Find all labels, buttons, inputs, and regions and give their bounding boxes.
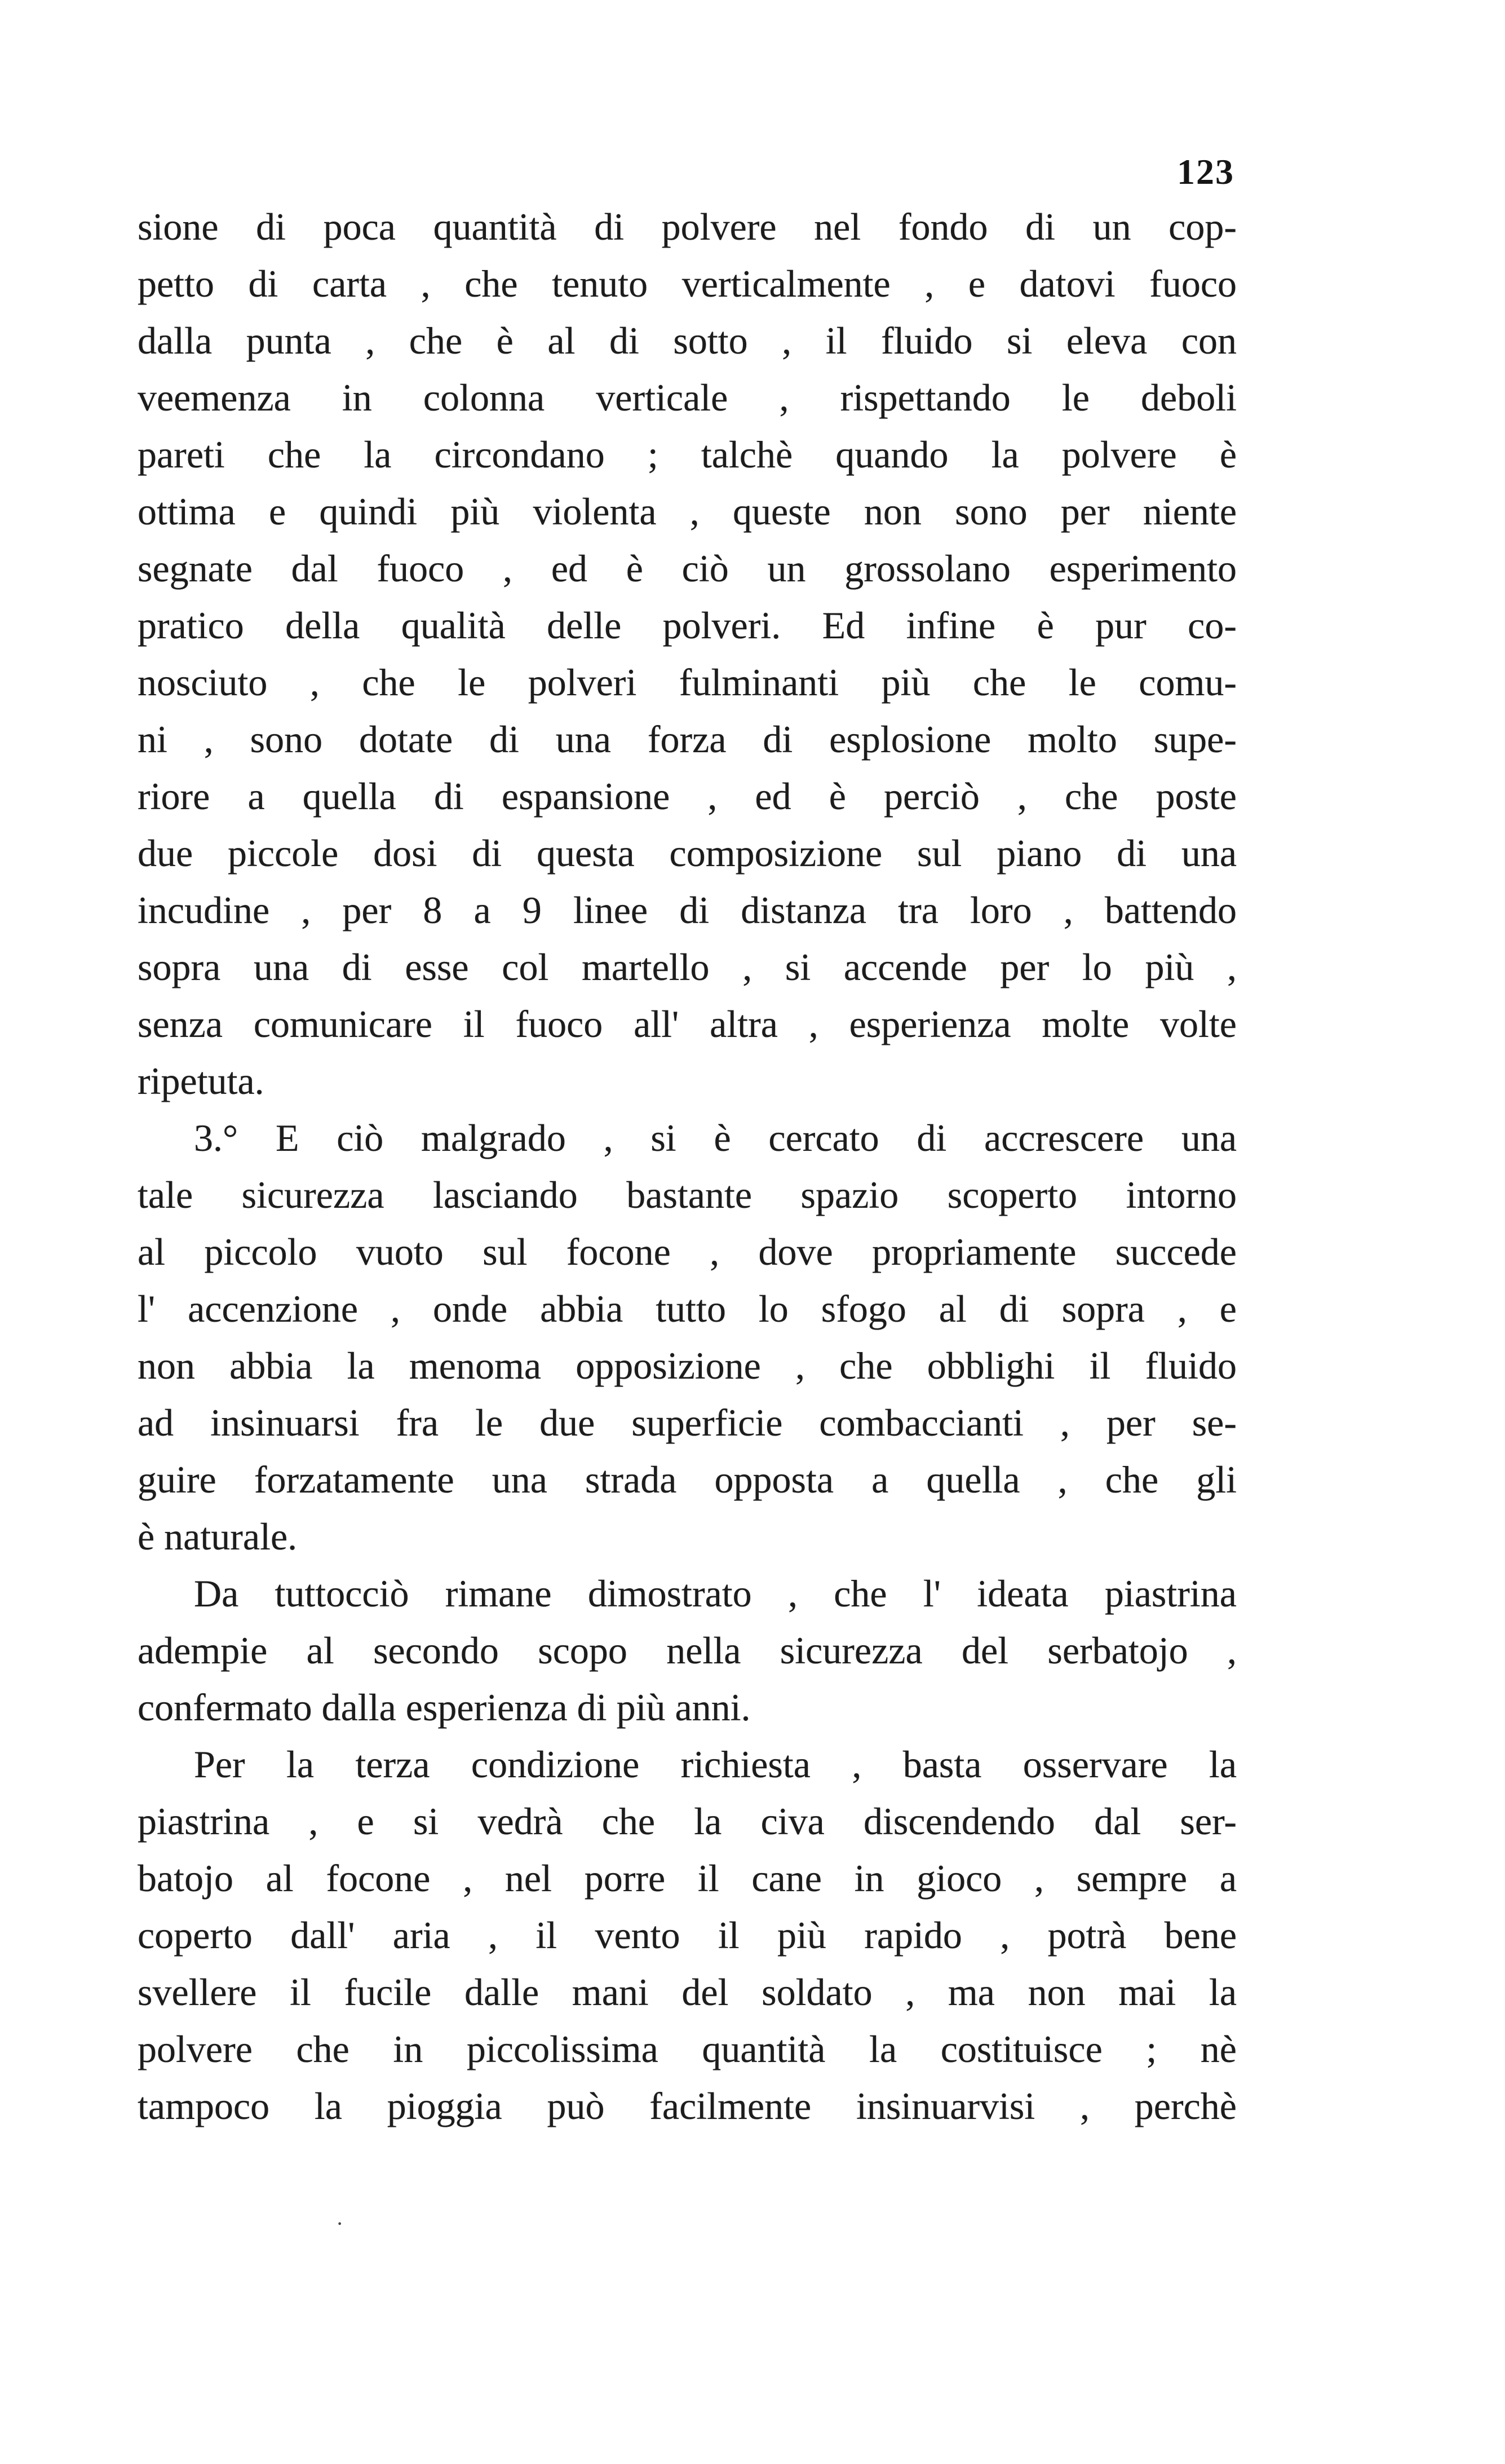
footer-mark: · [336, 2211, 344, 2236]
text-line: Da tuttocciò rimane dimostrato , che l' ideata piastrina [194, 1572, 1237, 1615]
text-line: ni , sono dotate di una forza di esplosione molto supe- [138, 718, 1237, 761]
text-line: sopra una di esse col martello , si accende per lo più , [138, 946, 1237, 988]
text-line: incudine , per 8 a 9 linee di distanza tra loro , battendo [138, 889, 1237, 931]
text-line: sione di poca quantità di polvere nel fondo di un cop- [138, 205, 1237, 248]
text-line: coperto dall' aria , il vento il più rapido , potrà bene [138, 1914, 1237, 1957]
text-line: confermato dalla esperienza di più anni. [138, 1686, 751, 1729]
text-line: 3.° E ciò malgrado , si è cercato di accrescere una [194, 1116, 1237, 1159]
text-line: ripetuta. [138, 1059, 264, 1102]
text-line: Per la terza condizione richiesta , basta osservare la [194, 1743, 1237, 1786]
text-line: nosciuto , che le polveri fulminanti più che le comu- [138, 661, 1237, 704]
text-line: segnate dal fuoco , ed è ciò un grossolano esperimento [138, 547, 1237, 590]
text-line: tale sicurezza lasciando bastante spazio scoperto intorno [138, 1173, 1237, 1216]
text-line: polvere che in piccolissima quantità la costituisce ; nè [138, 2028, 1237, 2070]
text-line: batojo al focone , nel porre il cane in gioco , sempre a [138, 1857, 1237, 1900]
text-line: l' accenzione , onde abbia tutto lo sfogo al di sopra , e [138, 1287, 1237, 1330]
text-line: adempie al secondo scopo nella sicurezza del serbatojo , [138, 1629, 1237, 1672]
text-line: piastrina , e si vedrà che la civa discendendo dal ser- [138, 1800, 1237, 1843]
text-line: due piccole dosi di questa composizione sul piano di una [138, 832, 1237, 875]
text-line: tampoco la pioggia può facilmente insinuarvisi , perchè [138, 2085, 1237, 2127]
text-line: petto di carta , che tenuto verticalmente , e datovi fuoco [138, 262, 1237, 305]
text-line: è naturale. [138, 1515, 298, 1558]
text-line: al piccolo vuoto sul focone , dove propriamente succede [138, 1230, 1237, 1273]
text-line: riore a quella di espansione , ed è perciò , che poste [138, 775, 1237, 818]
text-line: non abbia la menoma opposizione , che obblighi il fluido [138, 1344, 1237, 1387]
text-line: pratico della qualità delle polveri. Ed infine è pur co- [138, 604, 1237, 647]
text-line: ottima e quindi più violenta , queste non sono per niente [138, 490, 1237, 533]
text-line: dalla punta , che è al di sotto , il fluido si eleva con [138, 319, 1237, 362]
text-line: senza comunicare il fuoco all' altra , esperienza molte volte [138, 1003, 1237, 1045]
text-line: veemenza in colonna verticale , rispettando le deboli [138, 376, 1237, 419]
text-line: pareti che la circondano ; talchè quando la polvere è [138, 433, 1237, 476]
text-line: svellere il fucile dalle mani del soldato , ma non mai la [138, 1971, 1237, 2013]
text-line: guire forzatamente una strada opposta a quella , che gli [138, 1458, 1237, 1501]
page-number: 123 [1177, 152, 1234, 192]
body-text [138, 198, 1237, 2135]
text-line: ad insinuarsi fra le due superficie combaccianti , per se- [138, 1401, 1237, 1444]
